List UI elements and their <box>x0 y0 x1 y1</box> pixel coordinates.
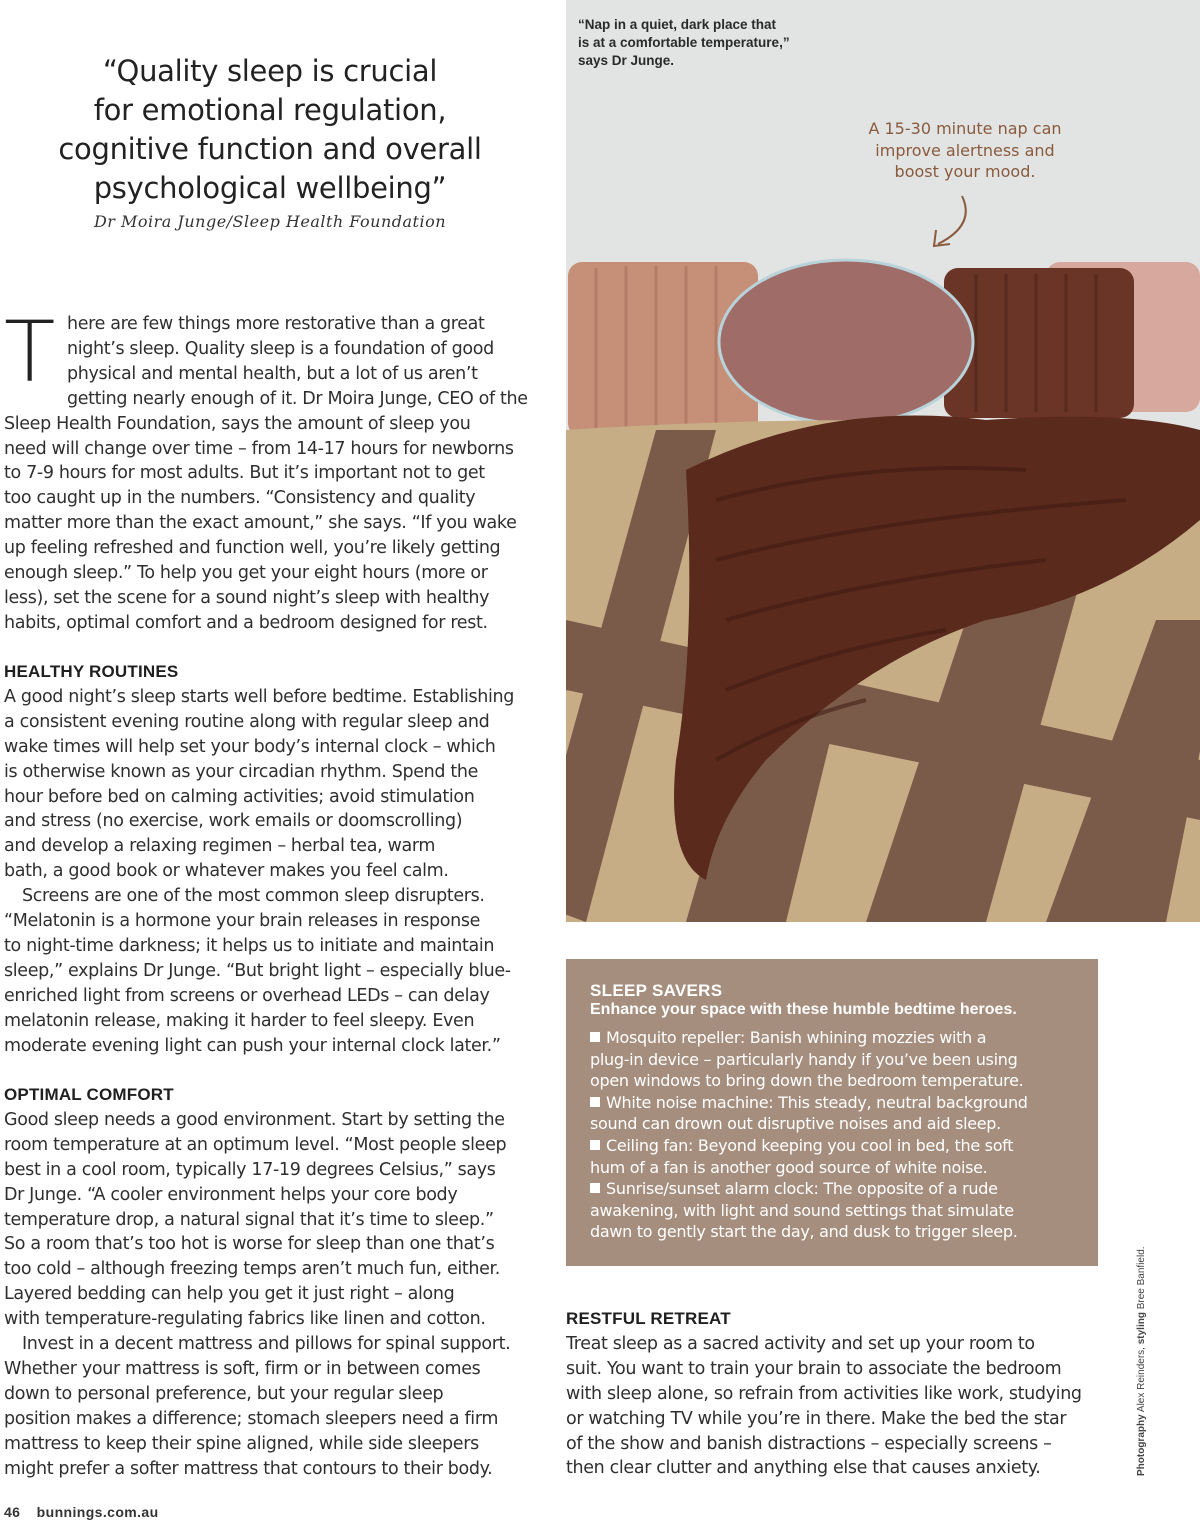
text-line: with sleep alone, so refrain from activities like work, studying <box>566 1383 1082 1404</box>
text-line: position makes a difference; stomach sleepers need a firm <box>4 1408 499 1429</box>
caption-line: “Nap in a quiet, dark place that <box>578 17 777 32</box>
text-line: A good night’s sleep starts well before bedtime. Establishing <box>4 686 515 707</box>
text-line: getting nearly enough of it. Dr Moira Junge, CEO of the <box>66 388 528 409</box>
pull-quote <box>30 52 510 208</box>
sleep-savers-subtitle: Enhance your space with these humble bedtime heroes. <box>590 1001 1017 1018</box>
note-line: improve alertness and <box>875 140 1055 160</box>
bullet-square-icon <box>590 1097 600 1107</box>
nap-note <box>850 118 1080 183</box>
section-heading: RESTFUL RETREAT <box>566 1309 731 1328</box>
text-line: melatonin release, making it harder to feel sleepy. Even <box>4 1010 475 1031</box>
intro-paragraph <box>4 303 544 636</box>
text-line: need will change over time – from 14-17 hours for newborns <box>4 438 514 459</box>
list-item-continued: open windows to bring down the bedroom temperature. <box>590 1071 1024 1091</box>
text-line: moderate evening light can push your internal clock later.” <box>4 1035 501 1056</box>
list-item: White noise machine: This steady, neutral background <box>590 1092 1074 1114</box>
note-line: A 15-30 minute nap can <box>868 119 1062 138</box>
text-line: enough sleep.” To help you get your eight hours (more or <box>4 563 488 584</box>
text-line: wake times will help set your body’s internal clock – which <box>4 736 496 757</box>
round-cushion <box>719 260 973 424</box>
text-line: or watching TV while you’re in there. Make the bed the star <box>566 1408 1067 1429</box>
text-line: up feeling refreshed and function well, you’re likely getting <box>4 538 501 559</box>
text-line: Layered bedding can help you get it just right – along <box>4 1284 455 1305</box>
page-number: 46 <box>4 1504 21 1520</box>
sleep-savers-box <box>566 959 1098 1266</box>
text-line: “Melatonin is a hormone your brain releases in response <box>4 911 481 932</box>
text-line: to 7-9 hours for most adults. But it’s important not to get <box>4 463 485 484</box>
text-line: to night-time darkness; it helps us to initiate and maintain <box>4 935 495 956</box>
text-line: night’s sleep. Quality sleep is a foundation of good <box>66 338 494 359</box>
text-line: Sleep Health Foundation, says the amount of sleep you <box>4 413 471 434</box>
text-line: matter more than the exact amount,” she says. “If you wake <box>4 513 517 534</box>
text-line: bath, a good book or whatever makes you feel calm. <box>4 861 449 882</box>
text-line: with temperature-regulating fabrics like linen and cotton. <box>4 1309 486 1330</box>
sleep-savers-title: SLEEP SAVERS <box>590 981 723 1000</box>
text-line: a consistent evening routine along with regular sleep and <box>4 711 490 732</box>
photo-credit: Photography Alex Reinders, styling Bree Banfield. <box>1136 1246 1147 1476</box>
text-line: too cold – although freezing temps aren’t much fun, either. <box>4 1259 501 1280</box>
list-item-continued: sound can drown out disruptive noises and aid sleep. <box>590 1114 1001 1134</box>
text-line: So a room that’s too hot is worse for sleep than one that’s <box>4 1234 495 1255</box>
text-line: Good sleep needs a good environment. Start by setting the <box>4 1109 505 1130</box>
drop-cap: T <box>4 303 55 401</box>
optimal-comfort-section <box>4 1083 544 1482</box>
list-item: Ceiling fan: Beyond keeping you cool in bed, the soft <box>590 1135 1074 1157</box>
text-line: then clear clutter and anything else that causes anxiety. <box>566 1458 1041 1479</box>
text-line: physical and mental health, but a lot of us aren’t <box>66 363 478 384</box>
text-line: Invest in a decent mattress and pillows for spinal support. <box>22 1334 511 1355</box>
text-line: mattress to keep their spine aligned, while side sleepers <box>4 1433 479 1454</box>
text-line: Whether your mattress is soft, firm or in between comes <box>4 1358 481 1379</box>
pull-quote-line: for emotional regulation, <box>93 93 447 127</box>
text-line: and develop a relaxing regimen – herbal tea, warm <box>4 836 436 857</box>
text-line: less), set the scene for a sound night’s sleep with healthy <box>4 587 490 608</box>
text-line: habits, optimal comfort and a bedroom designed for rest. <box>4 612 488 633</box>
text-line: might prefer a softer mattress that contours to their body. <box>4 1458 493 1479</box>
site-link[interactable]: bunnings.com.au <box>36 1504 159 1520</box>
list-item: Mosquito repeller: Banish whining mozzies with a <box>590 1027 1074 1049</box>
photo-caption <box>578 16 838 70</box>
section-heading: OPTIMAL COMFORT <box>4 1085 174 1104</box>
text-line: sleep,” explains Dr Junge. “But bright light – especially blue- <box>4 960 511 981</box>
text-line: is otherwise known as your circadian rhythm. Spend the <box>4 761 479 782</box>
text-line: too caught up in the numbers. “Consistency and quality <box>4 488 476 509</box>
text-line: of the show and banish distractions – especially screens – <box>566 1433 1052 1454</box>
restful-retreat-section <box>566 1307 1106 1481</box>
bullet-square-icon <box>590 1032 600 1042</box>
text-line: down to personal preference, but your regular sleep <box>4 1383 444 1404</box>
text-line: room temperature at an optimum level. “Most people sleep <box>4 1134 507 1155</box>
text-line: hour before bed on calming activities; avoid stimulation <box>4 786 475 807</box>
note-line: boost your mood. <box>894 162 1036 181</box>
pull-quote-line: “Quality sleep is crucial <box>102 54 438 88</box>
list-item-continued: plug-in device – particularly handy if you’ve been using <box>590 1049 1018 1069</box>
text-line: temperature drop, a natural signal that it’s time to sleep.” <box>4 1209 494 1230</box>
text-line: Screens are one of the most common sleep disrupters. <box>22 886 485 907</box>
caption-line: says Dr Junge. <box>578 53 675 68</box>
text-line: best in a cool room, typically 17-19 degrees Celsius,” says <box>4 1159 496 1180</box>
bullet-square-icon <box>590 1183 600 1193</box>
page-footer <box>4 1504 159 1520</box>
list-item-continued: hum of a fan is another good source of white noise. <box>590 1157 988 1177</box>
text-line: Dr Junge. “A cooler environment helps your core body <box>4 1184 458 1205</box>
list-item-continued: dawn to gently start the day, and dusk to trigger sleep. <box>590 1222 1018 1242</box>
text-line: and stress (no exercise, work emails or doomscrolling) <box>4 811 463 832</box>
caption-line: is at a comfortable temperature,” <box>578 35 790 50</box>
text-line: here are few things more restorative than a great <box>66 314 485 334</box>
list-item: Sunrise/sunset alarm clock: The opposite of a rude <box>590 1178 1074 1200</box>
bullet-square-icon <box>590 1140 600 1150</box>
quote-attribution: Dr Moira Junge/Sleep Health Foundation <box>93 212 447 231</box>
list-item-continued: awakening, with light and sound settings that simulate <box>590 1200 1014 1220</box>
text-line: enriched light from screens or overhead LEDs – can delay <box>4 985 490 1006</box>
section-heading: HEALTHY ROUTINES <box>4 662 179 681</box>
pull-quote-line: psychological wellbeing” <box>93 171 447 205</box>
healthy-routines-section <box>4 660 544 1059</box>
text-line: suit. You want to train your brain to associate the bedroom <box>566 1358 1062 1379</box>
pull-quote-line: cognitive function and overall <box>58 132 482 166</box>
text-line: Treat sleep as a sacred activity and set up your room to <box>566 1333 1035 1354</box>
